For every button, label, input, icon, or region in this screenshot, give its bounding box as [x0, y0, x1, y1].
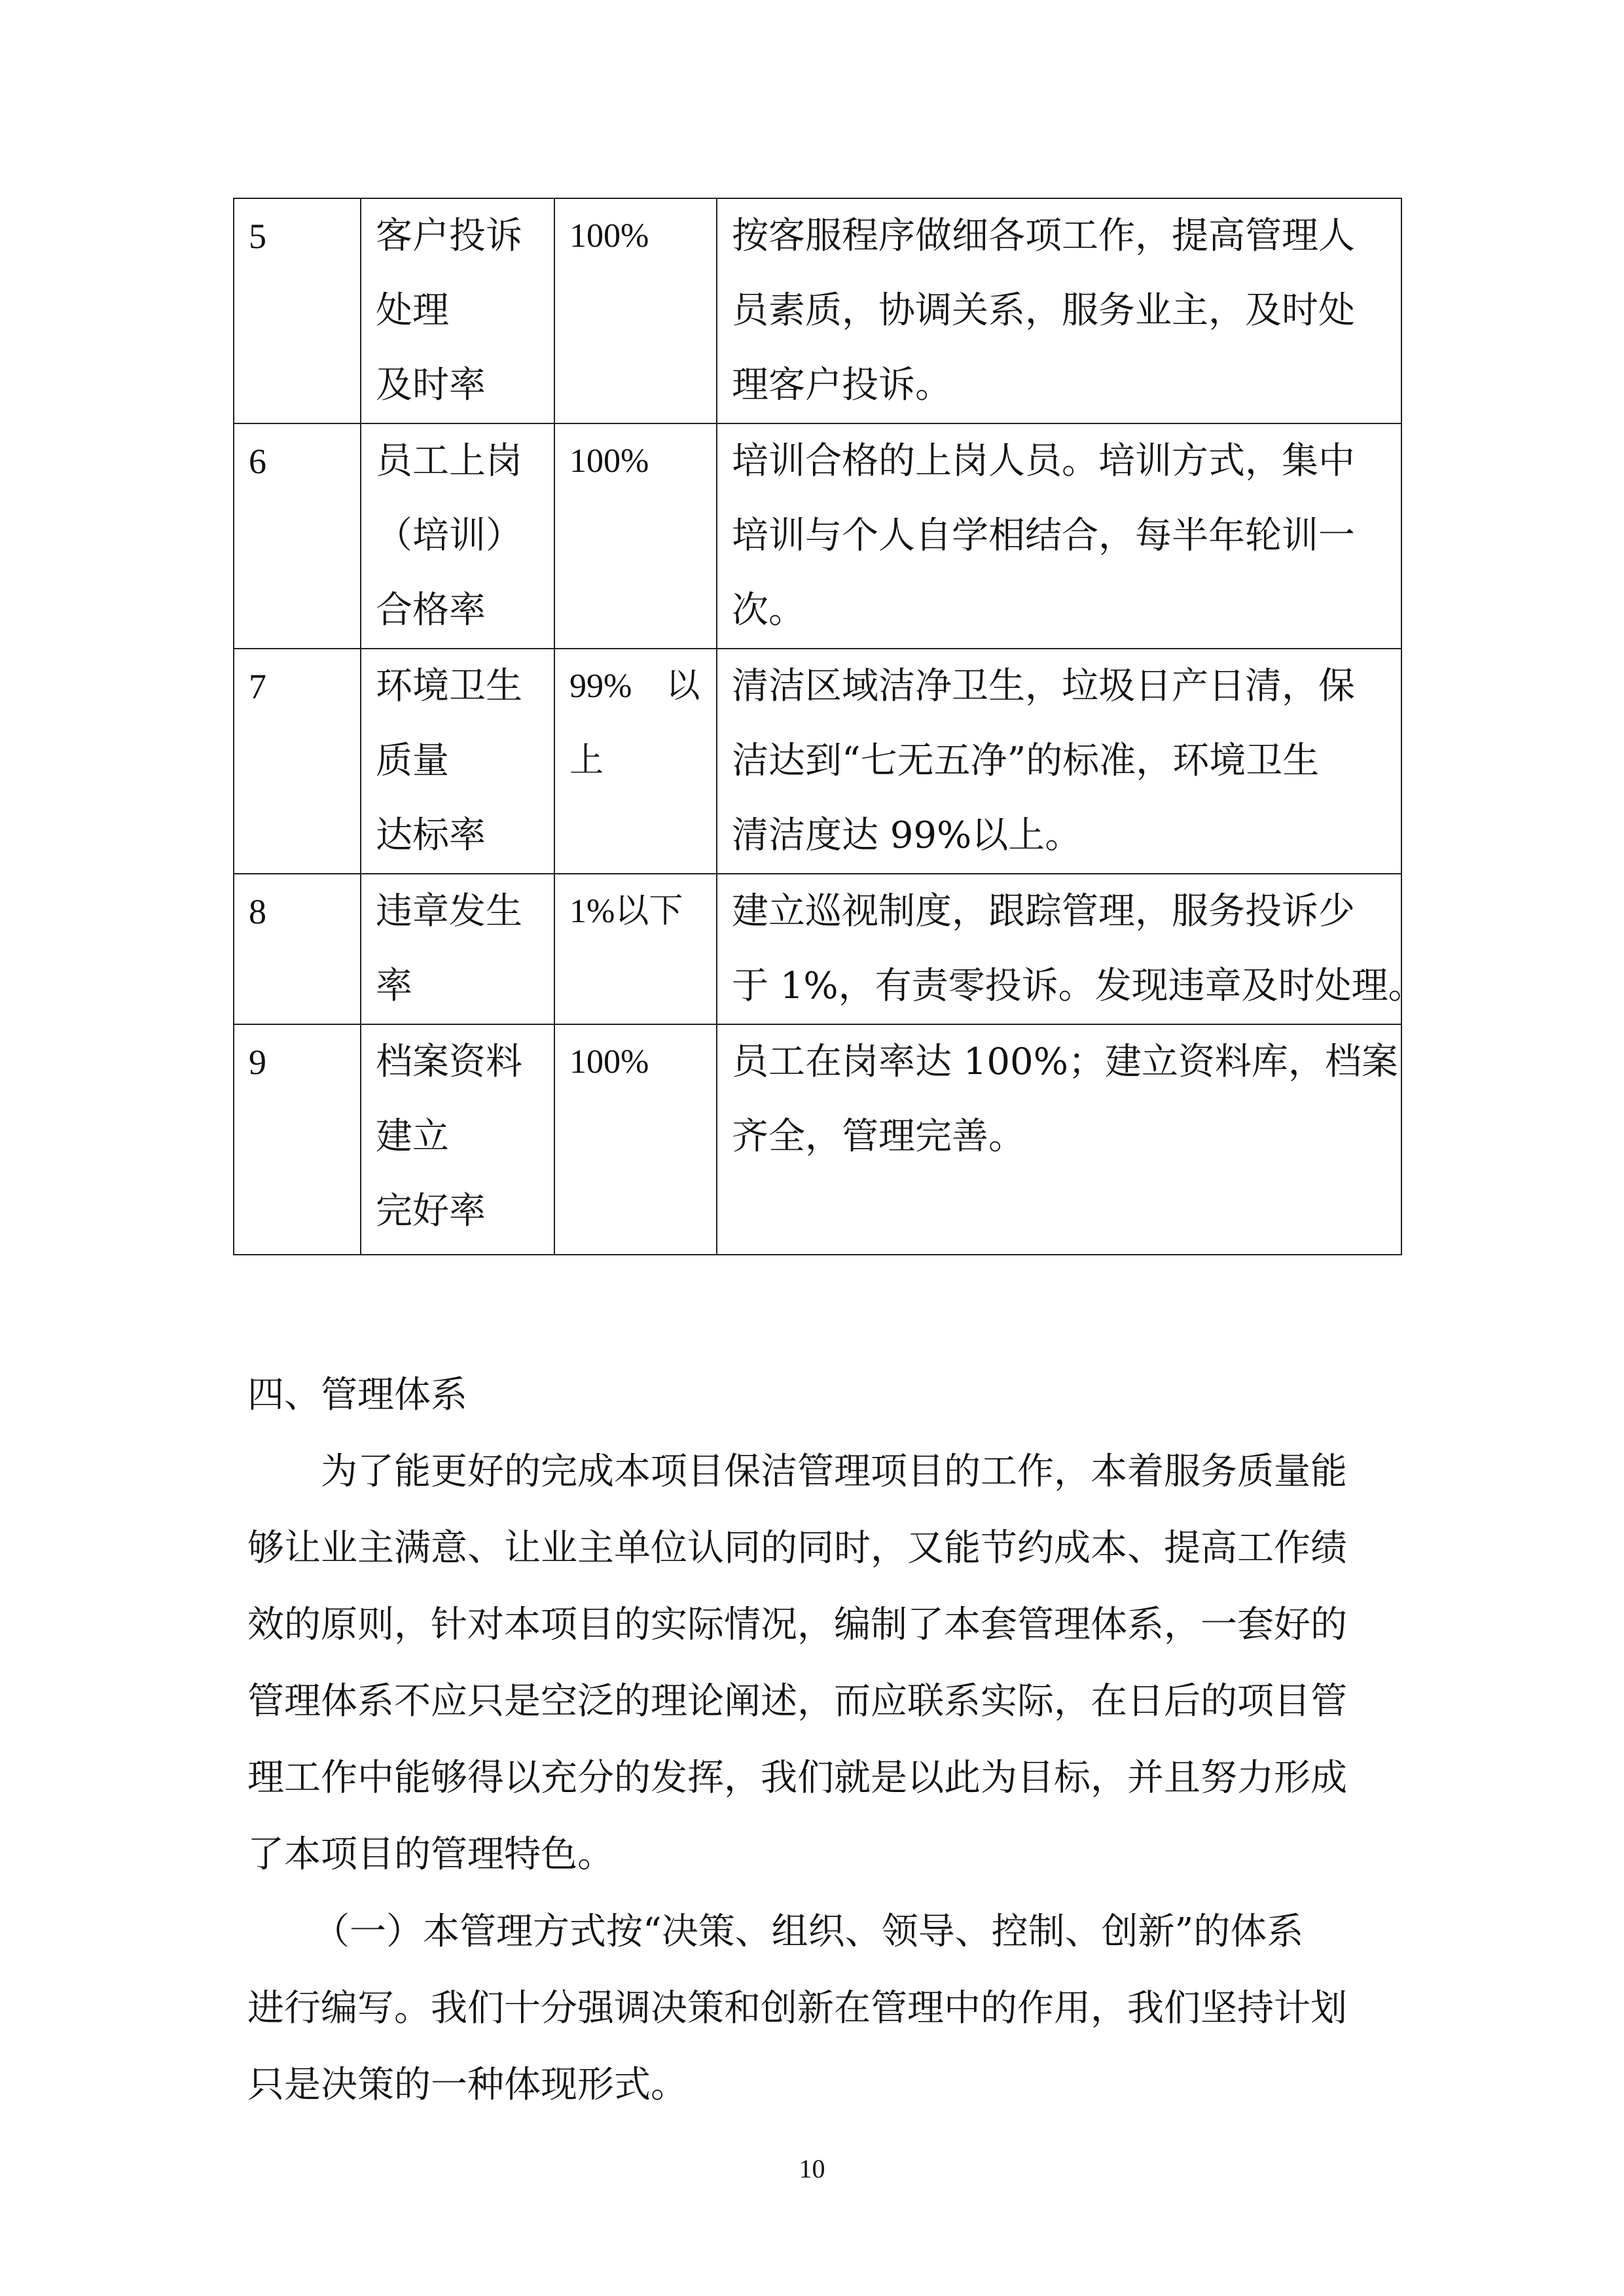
- paragraph-line: 管理体系不应只是空泛的理论阐述，而应联系实际，在日后的项目管: [247, 1680, 1347, 1723]
- paragraph-line: 了本项目的管理特色。: [247, 1833, 614, 1876]
- measure-line: 培训与个人自学相结合，每半年轮训一: [732, 514, 1355, 557]
- indicator-name: [361, 874, 554, 1024]
- target-rate: [554, 649, 717, 874]
- measure-line: 建立巡视制度，跟踪管理，服务投诉少: [732, 890, 1355, 933]
- table-row: [234, 649, 1401, 874]
- measure-text: [717, 874, 1425, 1024]
- target-rate: [554, 1024, 717, 1255]
- paragraph-line: 进行编写。我们十分强调决策和创新在管理中的作用，我们坚持计划: [247, 1987, 1347, 2030]
- paragraph-line: （一）本管理方式按“决策、组织、领导、控制、创新”的体系: [313, 1910, 1304, 1953]
- indicator-name-line: 及时率: [376, 364, 486, 406]
- indicator-name: [361, 198, 554, 423]
- indicator-name-line: 完好率: [376, 1190, 486, 1232]
- measure-text: [717, 649, 1401, 874]
- page-number: 10: [799, 2154, 825, 2183]
- indicator-name-line: 率: [376, 965, 412, 1007]
- indicator-name-line: 达标率: [376, 814, 486, 857]
- measure-line: 清洁区域洁净卫生，垃圾日产日清，保: [732, 665, 1355, 708]
- indicator-name-line: （培训）: [376, 514, 522, 557]
- indicator-name-line: 合格率: [376, 589, 486, 632]
- paragraph-line: 只是决策的一种体现形式。: [247, 2064, 687, 2106]
- table-row: [234, 874, 1401, 1024]
- target-rate: [554, 423, 717, 649]
- indicator-name: [361, 1024, 554, 1255]
- row-number: 8: [234, 874, 361, 1024]
- target-rate-line: 99% 以: [569, 668, 700, 705]
- target-rate-line: 上: [569, 742, 604, 780]
- table-row: [234, 1024, 1401, 1255]
- indicator-name-line: 建立: [376, 1115, 449, 1158]
- measure-line: 次。: [732, 589, 805, 632]
- indicator-name-line: 违章发生: [376, 890, 522, 933]
- target-rate-line: 100%: [569, 1043, 649, 1081]
- indicator-name-line: 档案资料: [376, 1041, 522, 1083]
- paragraph-line: 为了能更好的完成本项目保洁管理项目的工作，本着服务质量能: [321, 1450, 1347, 1493]
- measure-line: 清洁度达 99%以上。: [732, 814, 1082, 857]
- measure-line: 齐全，管理完善。: [732, 1115, 1025, 1158]
- paragraph-intro: [247, 1433, 1390, 1893]
- target-rate-line: 1%以下: [569, 893, 683, 930]
- indicator-name: [361, 649, 554, 874]
- measure-line: 理客户投诉。: [732, 364, 952, 406]
- paragraph-method: [247, 1893, 1390, 2123]
- row-number: 6: [234, 423, 361, 649]
- table-row: [234, 198, 1401, 423]
- target-rate-line: 100%: [569, 442, 649, 480]
- row-number: 9: [234, 1024, 361, 1255]
- indicator-name: [361, 423, 554, 649]
- indicator-name-line: 员工上岗: [376, 440, 522, 482]
- measure-text: [717, 423, 1401, 649]
- measure-line: 员工在岗率达 100%；建立资料库，档案: [732, 1041, 1398, 1083]
- measure-line: 于 1%，有责零投诉。发现违章及时处理。: [732, 965, 1425, 1007]
- indicator-name-line: 客户投诉: [376, 215, 522, 257]
- measure-text: [717, 198, 1401, 423]
- indicator-name-line: 质量: [376, 740, 449, 782]
- paragraph-line: 理工作中能够得以充分的发挥，我们就是以此为目标，并且努力形成: [247, 1757, 1347, 1799]
- indicator-name-line: 处理: [376, 289, 449, 332]
- indicator-name-line: 环境卫生: [376, 665, 522, 708]
- measure-text: [717, 1024, 1401, 1255]
- measure-line: 培训合格的上岗人员。培训方式，集中: [732, 440, 1355, 482]
- row-number: 5: [234, 198, 361, 423]
- row-number: 7: [234, 649, 361, 874]
- measure-line: 洁达到“七无五净”的标准，环境卫生: [732, 740, 1320, 782]
- paragraph-line: 效的原则，针对本项目的实际情况，编制了本套管理体系，一套好的: [247, 1604, 1347, 1646]
- measure-line: 按客服程序做细各项工作，提高管理人: [732, 215, 1355, 257]
- table-row: [234, 423, 1401, 649]
- measure-line: 员素质，协调关系，服务业主，及时处: [732, 289, 1355, 332]
- paragraph-line: 够让业主满意、让业主单位认同的同时，又能节约成本、提高工作绩: [247, 1527, 1347, 1570]
- kpi-table: [233, 198, 1425, 1255]
- target-rate: [554, 198, 717, 423]
- target-rate-line: 100%: [569, 217, 649, 255]
- section-heading: 四、管理体系: [247, 1374, 467, 1416]
- target-rate: [554, 874, 717, 1024]
